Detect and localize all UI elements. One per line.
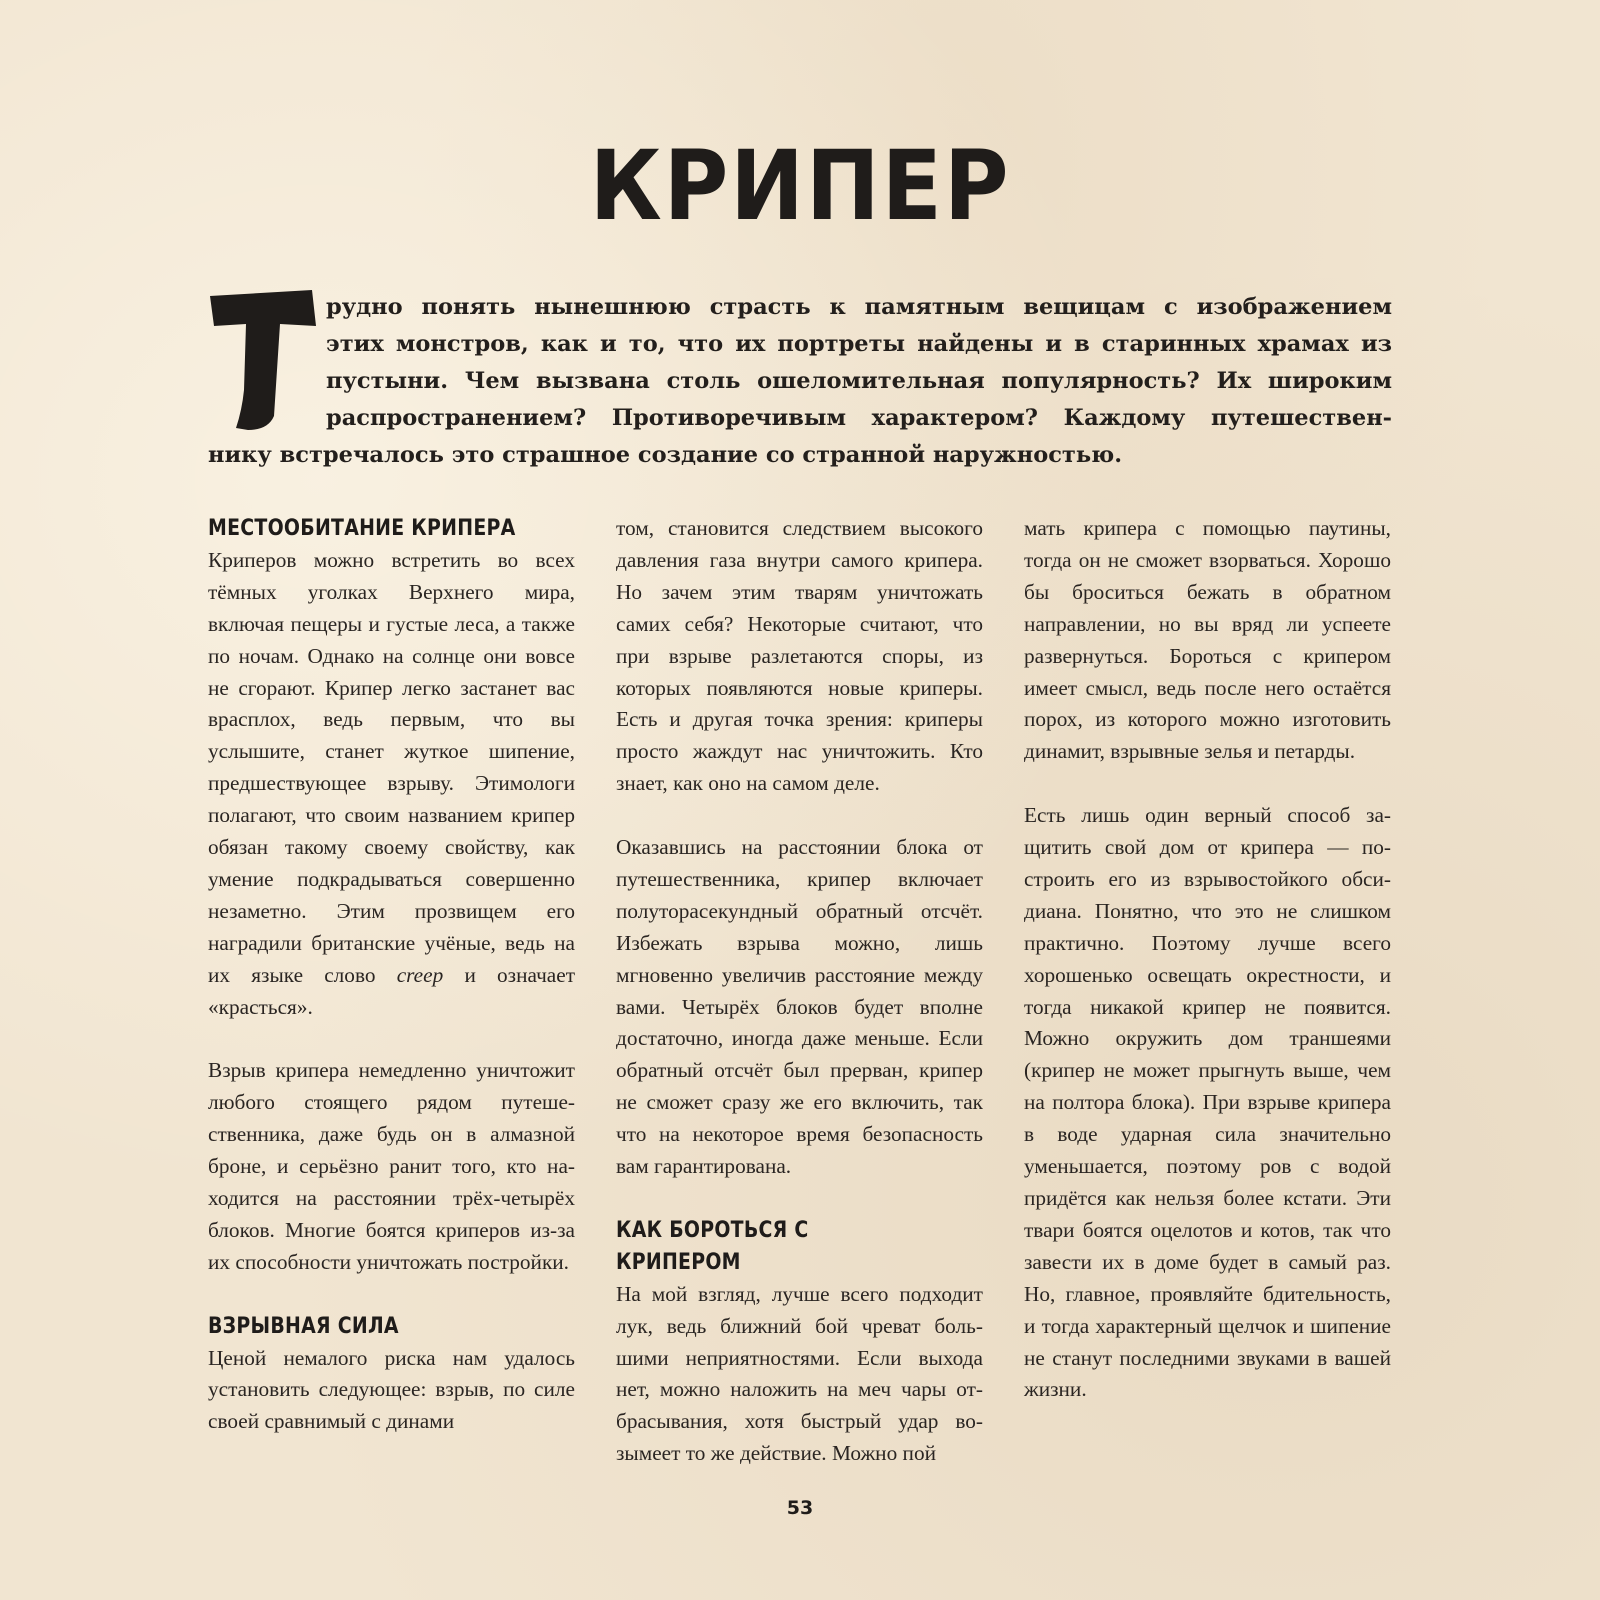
paragraph: том, становится следствием высокого давления газа внутри самого крипера. Но зачем этим тварям уничтожать самих себя? Некоторые считают, что при взрыве разлетаются споры, из которых появляются новые криперы. Есть и другая точка зрения: криперы просто жаждут нас уничтожить. Кто знает, как оно на самом деле. — [616, 516, 983, 796]
section-heading-blast-power: ВЗРЫВНАЯ СИЛА — [208, 1313, 399, 1339]
paragraph: Ценой немалого риска нам удалось установить следующее: взрыв, по силе своей сравнимый с динами — [208, 1345, 575, 1434]
intro-line: нику встречалось это страшное создание со странной наружностью. — [208, 442, 1123, 468]
word-creep: creep — [396, 962, 444, 987]
page-title: КРИПЕР — [589, 130, 1011, 242]
paragraph: Есть лишь один верный способ защитить свой дом от крипера — построить его из взрывостойкого обсидиана. Понятно, что это не слишком практично. Поэтому лучше всего хорошенько освещать окрестности, и тогда никакой крипер не появится. Можно окружить дом траншеями (крипер не может прыгнуть выше, чем на полтора блока). При взрыве крипера в воде ударная сила значительно уменьшается, поэтому ров с водой придётся как нельзя более кстати. Эти твари боятся оцелотов и котов, так что завести их в доме будет в самый раз. Но, главное, проявляйте бдительность, и тогда характерный щелчок и шипение не станут последними звуками в вашей жизни. — [1024, 803, 1391, 1402]
intro-line: пустыни. Чем вызвана столь ошеломительная популярность? Их широким — [326, 368, 1392, 394]
paragraph: Оказавшись на расстоянии блока от путешественника, крипер включает полуторасекундный обратный отсчёт. Избежать взрыва можно, лишь мгновенно увеличив расстояние между вами. Четырёх блоков будет вполне достаточно, иногда даже меньше. Если обратный отсчёт был прерван, крипер не сможет сразу же его включить, так что на некоторое время безопасность вам гарантирована. — [616, 835, 983, 1179]
column-2 — [616, 513, 983, 1470]
column-3 — [1024, 513, 1391, 1406]
page-number: 53 — [786, 1497, 814, 1519]
column-1 — [208, 513, 575, 1438]
paragraph: мать крипера с помощью паутины, тогда он не сможет взорваться. Хорошо бы броситься бежать в обратном направлении, но вы вряд ли успеете развернуться. Бороться с крипером имеет смысл, ведь после него остаётся порох, из которого можно изготовить динамит, взрывные зелья и петарды. — [1024, 516, 1391, 764]
paragraph: Криперов можно встретить во всех тёмных уголках Верхнего мира, включая пещеры и густые леса, а также по ночам. Однако на солнце они вовсе не сгорают. Крипер легко застанет вас врасплох, ведь первым, что вы услышите, станет жуткое шипение, предшествующее взрыву. Этимологи полагают, что своим названием крипер обязан такому своему свойству, как умение подкрадываться совершенно незаметно. Этим прозвищем его наградили британские учёные, ведь на их языке слово creep и означает «красться». — [208, 547, 576, 1019]
paragraph: На мой взгляд, лучше всего подходит лук, ведь ближний бой чреват большими неприятностями. Если выхода нет, можно наложить на меч чары отбрасывания, хотя быстрый удар возымеет то же действие. Можно пой — [616, 1281, 983, 1466]
drop-cap-t — [208, 290, 318, 432]
section-heading-how-to-fight: КАК БОРОТЬСЯ С КРИПЕРОМ — [616, 1217, 809, 1275]
section-heading-habitat: МЕСТООБИТАНИЕ КРИПЕРА — [208, 516, 516, 541]
intro-line: распространением? Противоречивым характером? Каждому путешествен- — [326, 405, 1392, 431]
intro-line: рудно понять нынешнюю страсть к памятным вещицам с изображением — [326, 294, 1392, 320]
paragraph: Взрыв крипера немедленно уничтожит любого стоящего рядом путешественника, даже будь он в алмазной броне, и серьёзно ранит того, кто находится на расстоянии трёх-четырёх блоков. Многие боятся криперов из-за их способности уничтожать постройки. — [208, 1058, 575, 1274]
intro-line: этих монстров, как и то, что их портреты найдены и в старинных храмах из — [326, 331, 1392, 357]
